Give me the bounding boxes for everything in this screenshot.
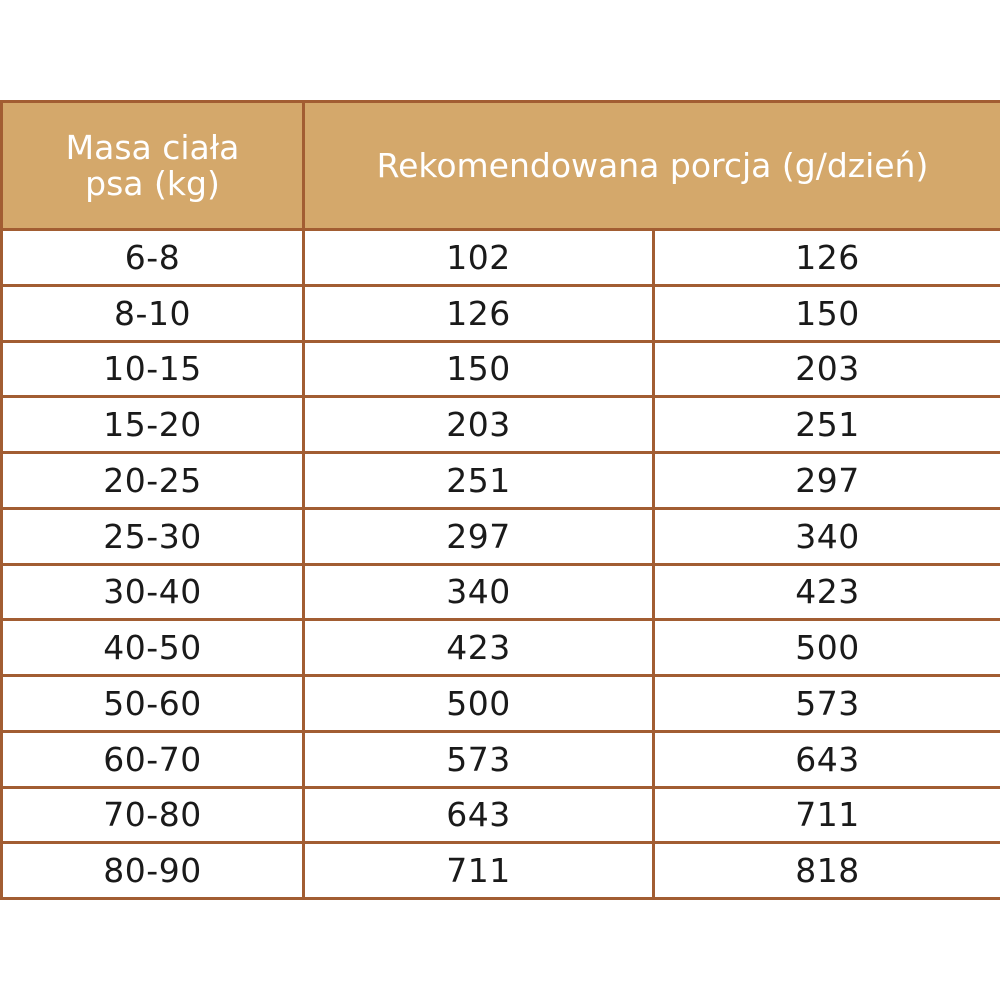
cell-portion-min: 500	[304, 676, 654, 732]
cell-weight: 40-50	[2, 620, 304, 676]
cell-portion-max: 251	[654, 397, 1000, 453]
cell-portion-min: 297	[304, 508, 654, 564]
table-row	[2, 564, 1000, 620]
feeding-table-container	[0, 100, 1000, 900]
table-row	[2, 620, 1000, 676]
cell-portion-min: 643	[304, 787, 654, 843]
cell-weight: 8-10	[2, 285, 304, 341]
table-header	[2, 102, 1000, 230]
cell-weight: 15-20	[2, 397, 304, 453]
table-row	[2, 731, 1000, 787]
cell-weight: 30-40	[2, 564, 304, 620]
header-portion: Rekomendowana porcja (g/dzień)	[304, 102, 1000, 230]
cell-weight: 70-80	[2, 787, 304, 843]
header-weight: Masa ciała psa (kg)	[2, 102, 304, 230]
cell-weight: 6-8	[2, 230, 304, 286]
cell-portion-max: 126	[654, 230, 1000, 286]
cell-portion-max: 203	[654, 341, 1000, 397]
cell-portion-max: 150	[654, 285, 1000, 341]
cell-portion-max: 818	[654, 843, 1000, 899]
cell-portion-min: 573	[304, 731, 654, 787]
cell-portion-max: 500	[654, 620, 1000, 676]
table-row	[2, 676, 1000, 732]
table-row	[2, 230, 1000, 286]
cell-portion-min: 340	[304, 564, 654, 620]
table-body	[2, 230, 1000, 899]
cell-weight: 80-90	[2, 843, 304, 899]
cell-portion-min: 251	[304, 453, 654, 509]
cell-portion-min: 203	[304, 397, 654, 453]
cell-portion-min: 102	[304, 230, 654, 286]
cell-portion-max: 643	[654, 731, 1000, 787]
cell-weight: 10-15	[2, 341, 304, 397]
cell-portion-max: 297	[654, 453, 1000, 509]
cell-portion-max: 711	[654, 787, 1000, 843]
cell-weight: 20-25	[2, 453, 304, 509]
cell-portion-max: 340	[654, 508, 1000, 564]
cell-portion-min: 423	[304, 620, 654, 676]
table-row	[2, 787, 1000, 843]
cell-portion-min: 126	[304, 285, 654, 341]
table-row	[2, 843, 1000, 899]
table-row	[2, 397, 1000, 453]
cell-weight: 50-60	[2, 676, 304, 732]
cell-portion-min: 150	[304, 341, 654, 397]
table-row	[2, 341, 1000, 397]
header-row	[2, 102, 1000, 230]
cell-weight: 25-30	[2, 508, 304, 564]
table-row	[2, 453, 1000, 509]
cell-portion-max: 423	[654, 564, 1000, 620]
table-row	[2, 285, 1000, 341]
cell-portion-min: 711	[304, 843, 654, 899]
feeding-table	[0, 100, 1000, 900]
cell-portion-max: 573	[654, 676, 1000, 732]
cell-weight: 60-70	[2, 731, 304, 787]
table-row	[2, 508, 1000, 564]
